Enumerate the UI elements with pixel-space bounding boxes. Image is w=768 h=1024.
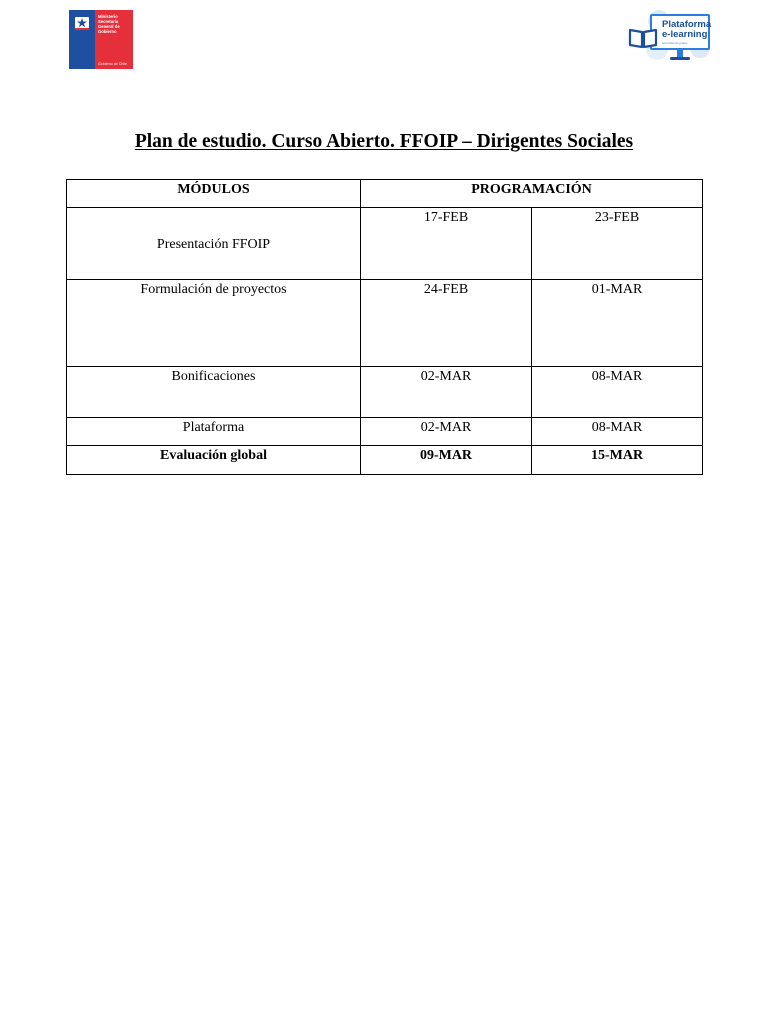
end-date-cell: 01-MAR bbox=[532, 280, 703, 367]
document-title: Plan de estudio. Curso Abierto. FFOIP – Dirigentes Sociales bbox=[134, 131, 634, 152]
logo-line2: e-learning bbox=[662, 29, 708, 40]
logo-monitor-base bbox=[670, 57, 690, 60]
table-row bbox=[67, 280, 703, 367]
study-plan-table bbox=[66, 179, 703, 475]
logo-gobierno-label: Gobierno de Chile bbox=[98, 62, 127, 66]
logo-ministry-name: Ministerio Secretaría General de Gobierno bbox=[98, 14, 120, 34]
end-date-cell: 08-MAR bbox=[532, 367, 703, 418]
table-header-row bbox=[67, 180, 703, 208]
logo-tagline: aprendiendo juntos bbox=[662, 41, 688, 45]
module-cell: Presentación FFOIP bbox=[67, 208, 361, 280]
logo-blue-band bbox=[69, 10, 95, 69]
plataforma-elearning-logo bbox=[628, 8, 714, 64]
module-cell: Formulación de proyectos bbox=[67, 280, 361, 367]
table-row-evaluation bbox=[67, 446, 703, 475]
ministerio-logo bbox=[69, 10, 133, 69]
start-date-cell: 02-MAR bbox=[361, 367, 532, 418]
start-date-cell: 17-FEB bbox=[361, 208, 532, 280]
start-date-cell: 24-FEB bbox=[361, 280, 532, 367]
end-date-cell: 08-MAR bbox=[532, 418, 703, 446]
end-date-cell: 15-MAR bbox=[532, 446, 703, 475]
header-programacion: PROGRAMACIÓN bbox=[361, 180, 703, 208]
logo-line1: Plataforma bbox=[662, 19, 712, 30]
start-date-cell: 09-MAR bbox=[361, 446, 532, 475]
logo-monitor bbox=[650, 14, 710, 50]
table-row bbox=[67, 208, 703, 280]
header-modulos: MÓDULOS bbox=[67, 180, 361, 208]
module-cell: Plataforma bbox=[67, 418, 361, 446]
start-date-cell: 02-MAR bbox=[361, 418, 532, 446]
table-row bbox=[67, 367, 703, 418]
module-cell: Evaluación global bbox=[67, 446, 361, 475]
logo-red-band bbox=[95, 10, 133, 69]
chile-shield-icon bbox=[73, 14, 91, 32]
table-row bbox=[67, 418, 703, 446]
open-book-icon bbox=[628, 27, 658, 49]
module-cell: Bonificaciones bbox=[67, 367, 361, 418]
end-date-cell: 23-FEB bbox=[532, 208, 703, 280]
